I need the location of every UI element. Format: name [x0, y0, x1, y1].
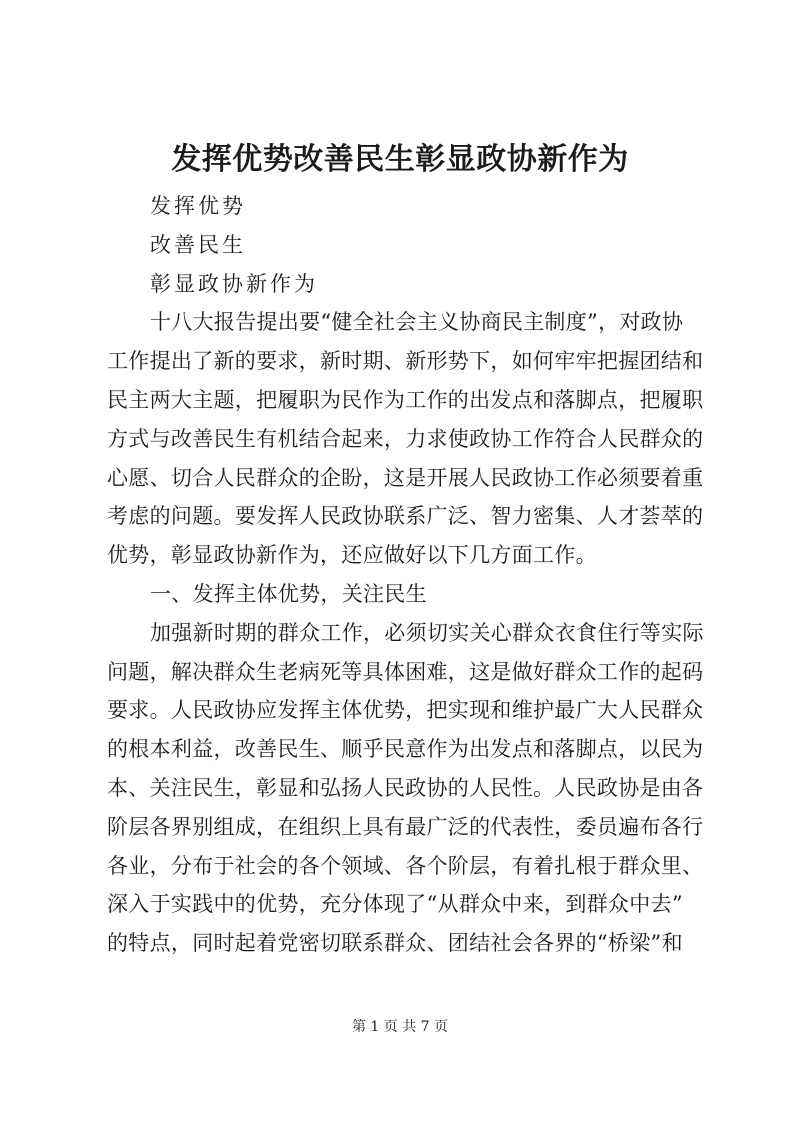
subheading-line: 发挥优势: [150, 194, 246, 218]
paragraph-line: 工作提出了新的要求，新时期、新形势下，如何牢牢把握团结和: [107, 349, 704, 374]
paragraph-line: 优势，彰显政协新作为，还应做好以下几方面工作。: [107, 543, 597, 568]
document-body: [107, 187, 707, 963]
paragraph-line: 的特点，同时起着党密切联系群众、团结社会各界的“桥梁”和: [107, 931, 683, 956]
paragraph-line: 各业，分布于社会的各个领域、各个阶层，有着扎根于群众里、: [107, 853, 704, 878]
page-number-footer: 第 1 页 共 7 页: [351, 1019, 449, 1035]
paragraph-line: 考虑的问题。要发挥人民政协联系广泛、智力密集、人才荟萃的: [107, 504, 704, 529]
paragraph-line: 方式与改善民生有机结合起来，力求使政协工作符合人民群众的: [107, 426, 704, 451]
paragraph-line: 本、关注民生，彰显和弘扬人民政协的人民性。人民政协是由各: [107, 775, 704, 800]
paragraph-line: 问题，解决群众生老病死等具体困难，这是做好群众工作的起码: [107, 659, 704, 684]
paragraph-line: 的根本利益，改善民生、顺乎民意作为出发点和落脚点，以民为: [107, 737, 704, 762]
paragraph-line: 深入于实践中的优势，充分体现了“从群众中来，到群众中去”: [107, 892, 683, 917]
paragraph-line: 心愿、切合人民群众的企盼，这是开展人民政协工作必须要着重: [107, 465, 704, 490]
paragraph-line: 十八大报告提出要“健全社会主义协商民主制度”，对政协: [150, 310, 684, 335]
paragraph-line: 要求。人民政协应发挥主体优势，把实现和维护最广大人民群众: [107, 698, 704, 723]
paragraph-line: 民主两大主题，把履职为民作为工作的出发点和落脚点，把履职: [107, 387, 704, 412]
subheading-line: 彰显政协新作为: [150, 271, 318, 296]
subheading-line: 改善民生: [150, 232, 246, 257]
paragraph-line: 阶层各界别组成，在组织上具有最广泛的代表性，委员遍布各行: [107, 814, 704, 839]
paragraph-line: 加强新时期的群众工作，必须切实关心群众衣食住行等实际: [150, 620, 704, 645]
document-title: 发挥优势改善民生彰显政协新作为: [171, 142, 629, 177]
section-heading: 一、发挥主体优势，关注民生: [150, 581, 427, 606]
